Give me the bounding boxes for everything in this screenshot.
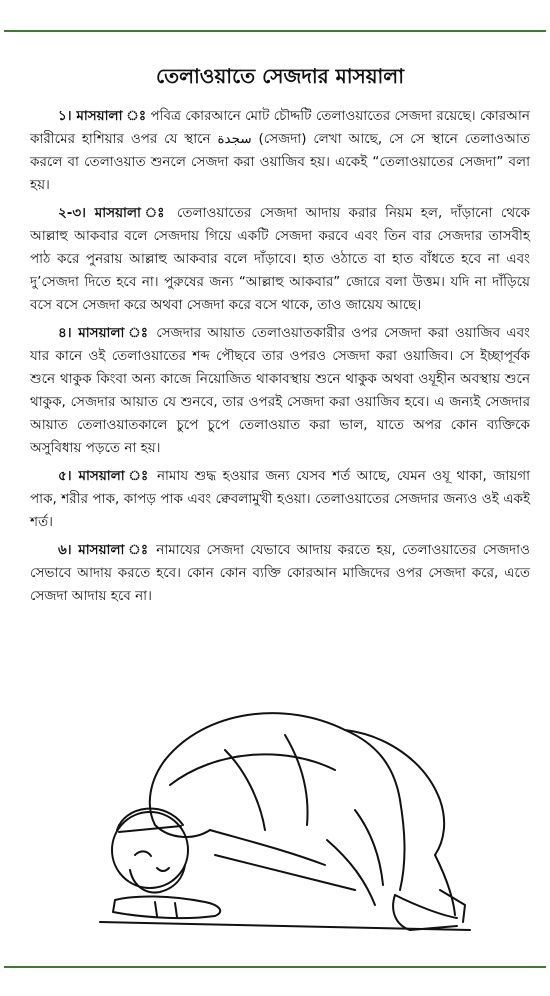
paragraph-5	[30, 539, 530, 608]
paragraph-5-label: ৬। মাসয়ালা ঃ	[58, 542, 150, 558]
paragraph-4	[30, 465, 530, 534]
article	[30, 62, 530, 613]
top-rule	[4, 30, 546, 32]
paragraph-1-label: ১। মাসয়ালা ঃ	[58, 108, 147, 124]
paragraph-3	[30, 322, 530, 460]
page-title: তেলাওয়াতে সেজদার মাসয়ালা	[155, 64, 405, 88]
paragraph-1-text-after: (সেজদা) লেখা আছে, সে সে স্থানে তেলাওআত করলে বা তেলাওয়াত শুনলে সেজদা করা ওয়াজিব হয়। একেই “তেলাওয়াতের সেজদা” বলা হয়।	[30, 131, 530, 193]
paragraph-5-text: নামাযের সেজদা যেভাবে আদায় করতে হয়, তেলাওয়াতের সেজদাও সেভাবে আদায় করতে হবে। কোন কোন ব্যক্তি কোরআন মাজিদের ওপর সেজদা করে, এতে সেজদা আদায় হবে না।	[30, 542, 530, 604]
paragraph-2-text: তেলাওয়াতের সেজদা আদায় করার নিয়ম হল, দাঁড়ানো থেকে আল্লাহু আকবার বলে সেজদায় গিয়ে একটি সেজদা করবে এবং তিন বার সেজদার তাসবীহ পাঠ করে পুনরায় আল্লাহু আকবার বলে দাঁড়াবে। হাত ওঠাতে বা হাত বাঁধতে হবে না এবং দু’সেজদা দিতে হবে না। পুরুষের জন্য “আল্লাহু আকবার” জোরে বলা উত্তম। যদি না দাঁড়িয়ে বসে বসে সেজদা করে অথবা সেজদা করে বসে থাকে, তাও জায়েয আছে।	[30, 205, 531, 313]
prostrating-man-drawing	[95, 690, 475, 950]
paragraph-3-text: সেজদার আয়াত তেলাওয়াতকারীর ওপর সেজদা করা ওয়াজিব এবং যার কানে ওই তেলাওয়াতের শব্দ পৌছবে তার ওপরও সেজদা করা ওয়াজিব। সে ইচ্ছাপূর্বক শুনে থাকুক কিংবা অন্য কাজে নিয়োজিত থাকাবস্থায় শুনে থাকুক অথবা ওযূহীন অবস্থায় শুনে থাকুক, সেজদার আয়াত যে শুনবে, তার ওপরই সেজদা করা ওয়াজিব হবে। এ জন্যই সেজদার আয়াত তেলাওয়াতকালে চুপে চুপে তেলাওয়াত করা ভাল, যাতে অপর কোন ব্যক্তিকে অসুবিধায় পড়তে না হয়।	[30, 325, 530, 456]
paragraph-2	[30, 202, 530, 317]
paragraph-4-text: নামায শুদ্ধ হওয়ার জন্য যেসব শর্ত আছে, যেমন ওযূ থাকা, জায়গা পাক, শরীর পাক, কাপড় পাক এবং ক্বেবলামুখী হওয়া। তেলাওয়াতের সেজদার জন্যও ওই একই শর্ত।	[30, 468, 530, 530]
paragraph-4-label: ৫। মাসয়ালা ঃ	[58, 468, 151, 484]
paragraph-2-label: ২-৩। মাসয়ালা ঃ	[58, 205, 169, 221]
paragraph-3-label: ৪। মাসয়ালা ঃ	[58, 325, 150, 341]
arabic-sajdah-word: سجدة	[217, 131, 252, 147]
bottom-rule	[4, 966, 546, 968]
paragraph-1-text-before: পবিত্র কোরআনে মোট চৌদ্দটি তেলাওয়াতের সেজদা রয়েছে। কোরআন কারীমের হাশিয়ার ওপর যে স্থানে	[30, 108, 530, 147]
paragraph-1	[30, 105, 530, 197]
